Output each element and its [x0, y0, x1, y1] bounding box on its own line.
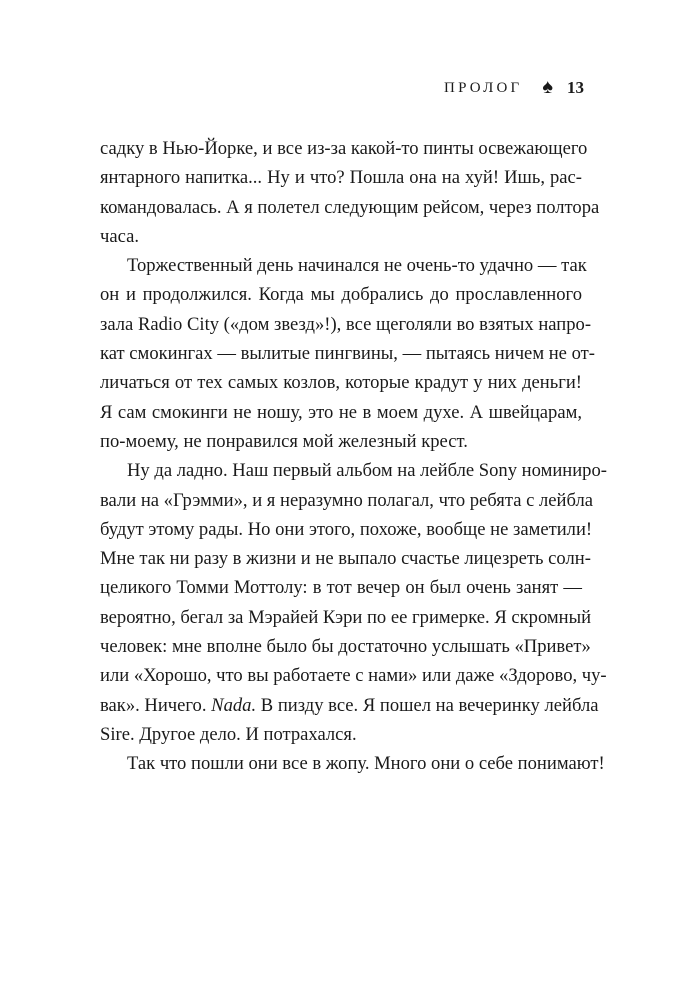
page-number: 13	[567, 78, 584, 97]
text-line: Sire. Другое дело. И потрахался.	[100, 723, 357, 745]
text-line: целикого Томми Моттолу: в тот вечер он был очень занят —	[100, 577, 582, 599]
text-line: садку в Нью-Йорке, и все из-за какой-то пинты освежающего	[100, 138, 588, 159]
text-line: командовалась. А я полетел следующим рейсом, через полтора	[100, 196, 600, 218]
body-text	[100, 134, 607, 779]
text-line: вероятно, бегал за Мэрайей Кэри по ее гримерке. Я скромный	[100, 606, 592, 628]
paragraph-3	[100, 456, 607, 749]
spade-icon: ♠	[542, 76, 553, 98]
text-line: кат смокингах — вылитые пингвины, — пытаясь ничем не от-	[100, 343, 595, 365]
text-line	[100, 691, 599, 720]
text-line: по-моему, не понравился мой железный крест.	[100, 430, 468, 452]
text-line: Ну да ладно. Наш первый альбом на лейбле Sony номиниро-	[127, 460, 607, 482]
text-line: или «Хорошо, что вы работаете с нами» или даже «Здорово, чу-	[100, 665, 607, 687]
section-title: ПРОЛОГ	[444, 80, 523, 96]
text-line: вали на «Грэмми», и я неразумно полагал, что ребята с лейбла	[100, 489, 594, 511]
paragraph-2	[100, 251, 595, 456]
text-line: он и продолжился. Когда мы добрались до прославленного	[100, 284, 582, 306]
text-line: янтарного напитка... Ну и что? Пошла она на хуй! Ишь, рас-	[100, 167, 582, 189]
italic-word: Nada.	[211, 694, 257, 716]
text-line: Мне так ни разу в жизни и не выпало счастье лицезреть солн-	[100, 548, 591, 570]
text-line: зала Radio City («дом звезд»!), все щеголяли во взятых напро-	[100, 313, 592, 335]
text-line: Так что пошли они все в жопу. Много они о себе понимают!	[127, 753, 605, 775]
running-header	[444, 76, 584, 100]
text-fragment: вак». Ничего.	[100, 694, 207, 716]
text-line: будут этому рады. Но они этого, похоже, вообще не заметили!	[100, 518, 593, 540]
text-line: личаться от тех самых козлов, которые крадут у них деньги!	[100, 372, 582, 394]
paragraph-4	[100, 749, 605, 778]
text-line: часа.	[100, 225, 139, 247]
paragraph-1	[100, 134, 600, 251]
text-fragment: В пизду все. Я пошел на вечеринку лейбла	[260, 694, 599, 716]
text-line: Торжественный день начинался не очень-то удачно — так	[127, 255, 587, 277]
text-line: Я сам смокинги не ношу, это не в моем духе. А швейцарам,	[100, 401, 582, 423]
text-line: человек: мне вполне было бы достаточно услышать «Привет»	[100, 636, 591, 658]
